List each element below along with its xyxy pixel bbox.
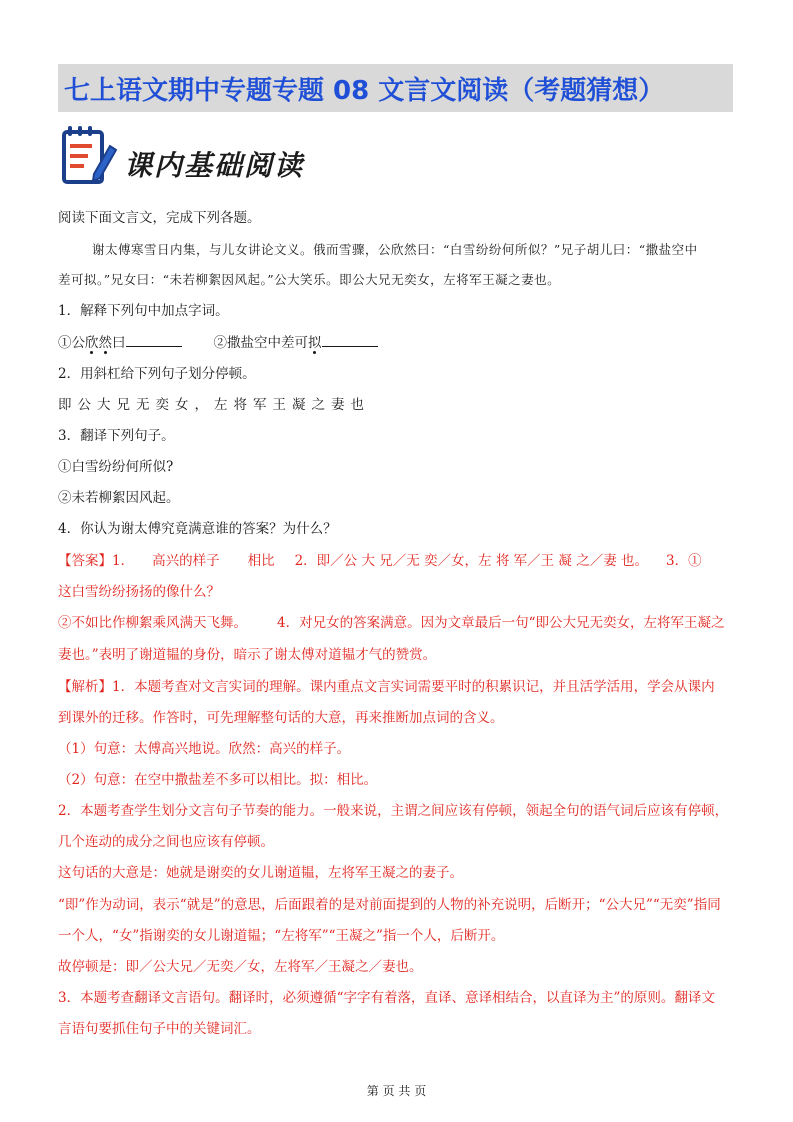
q1-b-blank[interactable] [322, 332, 378, 347]
answer-1-v2: 相比 [247, 553, 275, 569]
analysis-p2-line3: 这句话的大意是：她就是谢奕的女儿谢道韫，左将军王凝之的妻子。 [58, 865, 463, 881]
analysis-p1-sub2: （2）句意：在空中撒盐差不多可以相比。拟：相比。 [58, 772, 378, 788]
q4-stem: 4．你认为谢太傅究竟满意谁的答案？为什么？ [58, 521, 337, 537]
answer-3-num: 3．① [666, 553, 702, 569]
q1-stem: 1．解释下列句中加点字词。 [58, 303, 229, 319]
q1-a-dot1: 欣 [85, 335, 99, 351]
banner-label: 课内基础阅读 [124, 149, 305, 182]
analysis-p3-line2: 言语句要抓住句子中的关键词汇。 [58, 1021, 261, 1037]
q1-a-blank[interactable] [126, 332, 182, 347]
analysis-p3-line1: 3．本题考查翻译文言语句。翻译时，必须遵循“字字有着落，直译、意译相结合，以直译为主”的原则。翻译文 [58, 990, 715, 1006]
page-title: 七上语文期中专题专题 08 文言文阅读（考题猜想） [64, 76, 665, 106]
analysis-p2-line5: 一个人，“女”指谢奕的女儿谢道韫；“左将军”“王凝之”指一个人，后断开。 [58, 928, 505, 944]
q3-sentence-2: ②未若柳絮因风起。 [58, 490, 180, 506]
q1-items [58, 332, 378, 353]
q1-a-dot2: 然 [98, 335, 112, 351]
q1-b-dot: 拟 [308, 335, 322, 351]
analysis-p2-line6: 故停顿是：即／公大兄／无奕／女，左将军／王凝之／妻也。 [58, 959, 423, 975]
q2-sentence: 即公大兄无奕女，左将军王凝之妻也 [58, 397, 370, 413]
answer-3-sentence-1: 这白雪纷纷扬扬的像什么？ [58, 584, 220, 600]
answer-1-v1: 高兴的样子 [152, 553, 220, 569]
analysis-p1-line2: 到课外的迁移。作答时，可先理解整句话的大意，再来推断加点词的含义。 [58, 710, 504, 726]
instruction: 阅读下面文言文，完成下列各题。 [58, 210, 261, 226]
q3-sentence-1: ①白雪纷纷何所似? [58, 459, 174, 475]
section-banner [58, 124, 308, 194]
analysis-p2-line1: 2．本题考查学生划分文言句子节奏的能力。一般来说，主谓之间应该有停顿，领起全句的语气词后应该有停顿， [58, 803, 729, 819]
page-footer: 第 页 共 页 [366, 1084, 427, 1098]
q1-b-pre: ②撒盐空中差可 [213, 335, 308, 351]
notepad-pencil-icon [58, 124, 118, 188]
analysis-p1-line1: 1．本题考查对文言实词的理解。课内重点文言实词需要平时的积累识记，并且活学活用，学会从课内 [112, 679, 715, 695]
passage-line-2: 差可拟。”兄女曰：“未若柳絮因风起。”公大笑乐。即公大兄无奕女，左将军王凝之妻也。 [58, 272, 561, 287]
analysis-line-1 [58, 677, 715, 697]
analysis-label: 【解析】 [58, 679, 112, 695]
answer-line-3 [58, 613, 725, 633]
q2-stem: 2．用斜杠给下列句子划分停顿。 [58, 366, 256, 382]
answer-1-num: 1． [112, 553, 135, 569]
answer-4-part-2: 妻也。”表明了谢道韫的身份，暗示了谢太傅对道韫才气的赞赏。 [58, 647, 437, 663]
answer-line-1 [58, 551, 702, 571]
answer-3-sentence-2: ②不如比作柳絮乘风满天飞舞。 [58, 615, 247, 631]
q1-a-pre: ①公 [58, 335, 85, 351]
passage-line-1: 谢太傅寒雪日内集，与儿女讲论文义。俄而雪骤，公欣然曰：“白雪纷纷何所似？”兄子胡儿曰：“撒盐空中 [92, 242, 698, 257]
analysis-p2-line4: “即”作为动词，表示“就是”的意思，后面跟着的是对前面提到的人物的补充说明，后断开；“公大兄”“无奕”指同 [58, 897, 721, 913]
answer-4-part-1: 4．对兄女的答案满意。因为文章最后一句“即公大兄无奕女，左将军王凝之 [277, 615, 725, 631]
answer-label: 【答案】 [58, 553, 112, 569]
analysis-p1-sub1: （1）句意：太傅高兴地说。欣然：高兴的样子。 [58, 741, 351, 757]
q1-a-post: 曰 [112, 335, 126, 351]
q3-stem: 3．翻译下列句子。 [58, 428, 175, 444]
answer-2: 2．即／公 大 兄／无 奕／女，左 将 军／王 凝 之／妻 也。 [294, 553, 649, 569]
analysis-p2-line2: 几个连动的成分之间也应该有停顿。 [58, 834, 274, 850]
